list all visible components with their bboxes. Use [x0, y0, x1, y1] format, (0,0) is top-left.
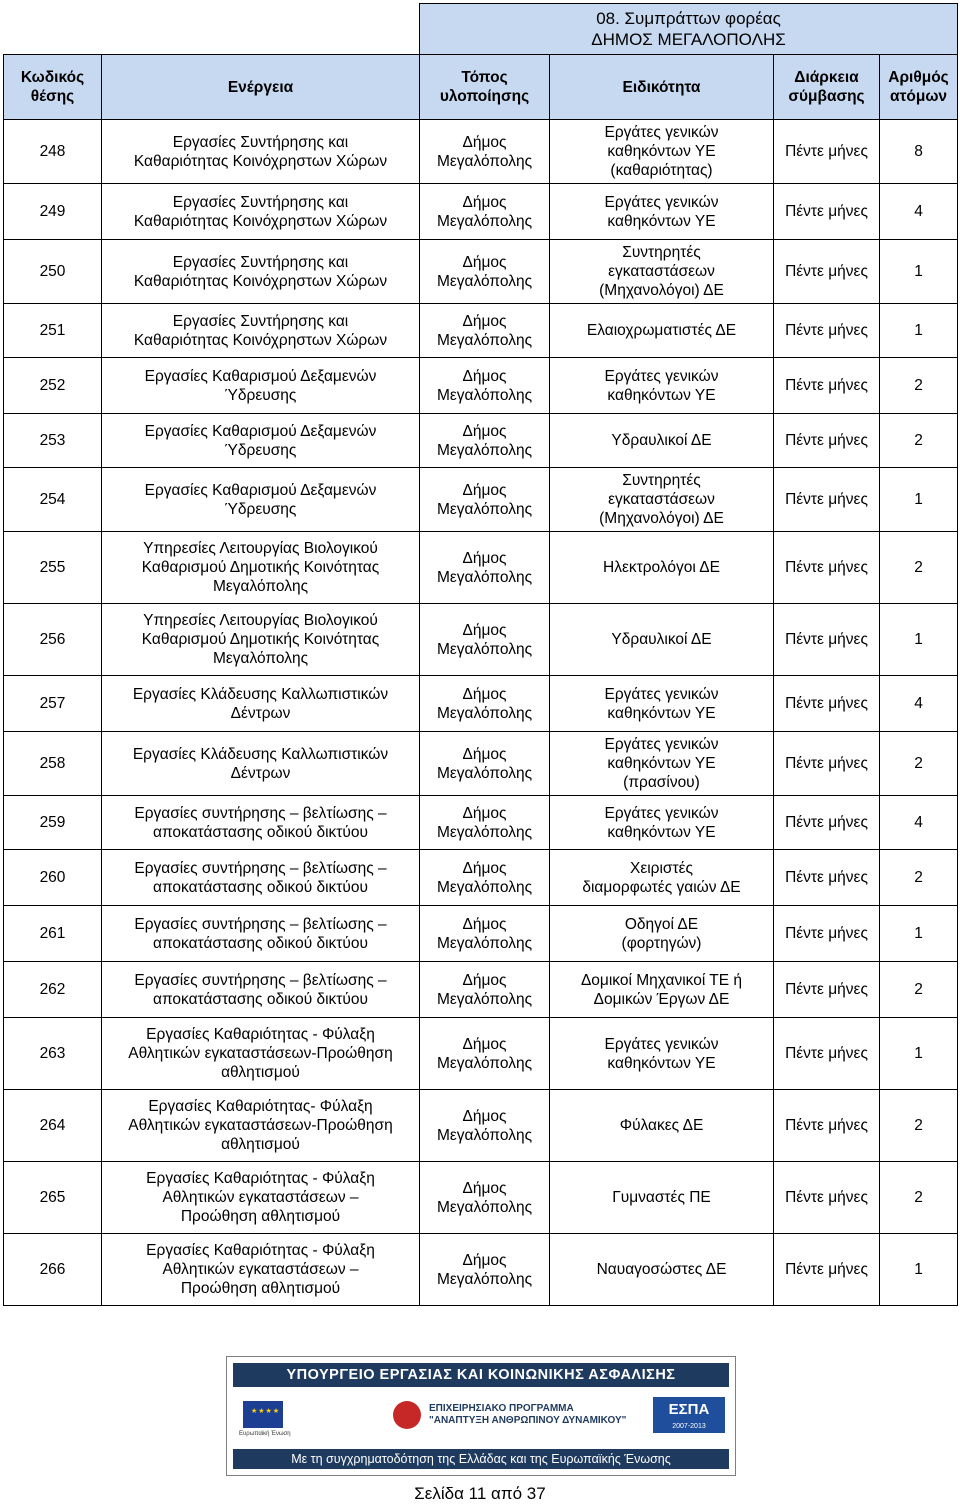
cell-activity: Εργασίες συντήρησης – βελτίωσης – αποκατάστασης οδικού δικτύου	[102, 906, 420, 962]
cell-code: 263	[4, 1018, 102, 1090]
cell-duration: Πέντε μήνες	[774, 732, 880, 796]
cell-persons: 4	[880, 676, 958, 732]
cell-persons: 1	[880, 1234, 958, 1306]
table-row	[4, 850, 958, 906]
cell-persons: 2	[880, 1162, 958, 1234]
cell-specialty: Εργάτες γενικών καθηκόντων ΥΕ	[550, 1018, 774, 1090]
cell-specialty: Γυμναστές ΠΕ	[550, 1162, 774, 1234]
cell-activity: Εργασίες Συντήρησης και Καθαριότητας Κοινόχρηστων Χώρων	[102, 120, 420, 184]
cell-code: 253	[4, 414, 102, 468]
cell-persons: 1	[880, 604, 958, 676]
cell-place: Δήμος Μεγαλόπολης	[420, 906, 550, 962]
cell-duration: Πέντε μήνες	[774, 304, 880, 358]
eu-label: Ευρωπαϊκή Ένωση	[239, 1431, 291, 1437]
cell-persons: 2	[880, 962, 958, 1018]
table-row	[4, 1090, 958, 1162]
cell-persons: 4	[880, 184, 958, 240]
cell-specialty: Εργάτες γενικών καθηκόντων ΥΕ (καθαριότητας)	[550, 120, 774, 184]
cell-activity: Εργασίες Καθαρισμού Δεξαμενών Ύδρευσης	[102, 468, 420, 532]
table-row	[4, 468, 958, 532]
cell-duration: Πέντε μήνες	[774, 796, 880, 850]
table-body	[4, 120, 958, 1306]
table-row	[4, 532, 958, 604]
cell-activity: Εργασίες Συντήρησης και Καθαριότητας Κοινόχρηστων Χώρων	[102, 240, 420, 304]
cell-persons: 1	[880, 468, 958, 532]
cell-persons: 2	[880, 414, 958, 468]
cell-activity: Εργασίες Κλάδευσης Καλλωπιστικών Δέντρων	[102, 732, 420, 796]
cell-activity: Εργασίες Καθαριότητας - Φύλαξη Αθλητικών εγκαταστάσεων – Προώθηση αθλητισμού	[102, 1162, 420, 1234]
cell-duration: Πέντε μήνες	[774, 414, 880, 468]
cell-specialty: Συντηρητές εγκαταστάσεων (Μηχανολόγοι) ΔΕ	[550, 240, 774, 304]
eu-flag-icon: ★★★★	[243, 1401, 283, 1428]
col-header-persons: Αριθμός ατόμων	[880, 55, 958, 120]
cell-duration: Πέντε μήνες	[774, 120, 880, 184]
table-row	[4, 120, 958, 184]
cell-specialty: Ελαιοχρωματιστές ΔΕ	[550, 304, 774, 358]
cell-activity: Εργασίες Καθαριότητας- Φύλαξη Αθλητικών εγκαταστάσεων-Προώθηση αθλητισμού	[102, 1090, 420, 1162]
cell-place: Δήμος Μεγαλόπολης	[420, 1018, 550, 1090]
table-row	[4, 1018, 958, 1090]
cell-activity: Εργασίες Κλάδευσης Καλλωπιστικών Δέντρων	[102, 676, 420, 732]
cell-duration: Πέντε μήνες	[774, 1090, 880, 1162]
blank-corner	[4, 4, 420, 55]
cell-activity: Εργασίες συντήρησης – βελτίωσης – αποκατάστασης οδικού δικτύου	[102, 796, 420, 850]
cell-specialty: Εργάτες γενικών καθηκόντων ΥΕ	[550, 184, 774, 240]
logos-strip	[233, 1387, 729, 1449]
cell-place: Δήμος Μεγαλόπολης	[420, 962, 550, 1018]
table-row	[4, 1234, 958, 1306]
cell-duration: Πέντε μήνες	[774, 604, 880, 676]
cell-place: Δήμος Μεγαλόπολης	[420, 184, 550, 240]
funding-banner	[226, 1356, 736, 1476]
cell-place: Δήμος Μεγαλόπολης	[420, 120, 550, 184]
col-header-code: Κωδικός θέσης	[4, 55, 102, 120]
cell-duration: Πέντε μήνες	[774, 962, 880, 1018]
cell-code: 265	[4, 1162, 102, 1234]
cell-place: Δήμος Μεγαλόπολης	[420, 468, 550, 532]
cell-activity: Εργασίες Συντήρησης και Καθαριότητας Κοινόχρηστων Χώρων	[102, 304, 420, 358]
cell-persons: 4	[880, 796, 958, 850]
cell-persons: 2	[880, 358, 958, 414]
cell-code: 249	[4, 184, 102, 240]
ministry-title: ΥΠΟΥΡΓΕΙΟ ΕΡΓΑΣΙΑΣ ΚΑΙ ΚΟΙΝΩΝΙΚΗΣ ΑΣΦΑΛΙΣΗΣ	[233, 1363, 729, 1387]
cell-specialty: Ναυαγοσώστες ΔΕ	[550, 1234, 774, 1306]
cell-place: Δήμος Μεγαλόπολης	[420, 604, 550, 676]
cell-persons: 2	[880, 1090, 958, 1162]
table-row	[4, 906, 958, 962]
table-row	[4, 604, 958, 676]
cell-persons: 1	[880, 304, 958, 358]
col-header-activity: Ενέργεια	[102, 55, 420, 120]
cell-code: 255	[4, 532, 102, 604]
cell-activity: Εργασίες συντήρησης – βελτίωσης – αποκατάστασης οδικού δικτύου	[102, 850, 420, 906]
cell-place: Δήμος Μεγαλόπολης	[420, 732, 550, 796]
title-line-1: 08. Συμπράττων φορέας	[596, 9, 781, 28]
page-number: Σελίδα 11 από 37	[414, 1484, 546, 1503]
cell-place: Δήμος Μεγαλόπολης	[420, 676, 550, 732]
cell-persons: 2	[880, 850, 958, 906]
table-row	[4, 1162, 958, 1234]
table-title	[420, 4, 958, 55]
cell-code: 260	[4, 850, 102, 906]
cell-persons: 2	[880, 732, 958, 796]
cell-code: 251	[4, 304, 102, 358]
title-line-2: ΔΗΜΟΣ ΜΕΓΑΛΟΠΟΛΗΣ	[591, 30, 786, 49]
cell-code: 256	[4, 604, 102, 676]
table-row	[4, 414, 958, 468]
cell-code: 250	[4, 240, 102, 304]
cell-persons: 1	[880, 240, 958, 304]
table-row	[4, 796, 958, 850]
cell-activity: Εργασίες Καθαρισμού Δεξαμενών Ύδρευσης	[102, 358, 420, 414]
cell-persons: 1	[880, 906, 958, 962]
cell-place: Δήμος Μεγαλόπολης	[420, 1234, 550, 1306]
table-row	[4, 184, 958, 240]
table-row	[4, 304, 958, 358]
cell-specialty: Εργάτες γενικών καθηκόντων ΥΕ	[550, 796, 774, 850]
cell-code: 261	[4, 906, 102, 962]
cell-duration: Πέντε μήνες	[774, 468, 880, 532]
cell-code: 258	[4, 732, 102, 796]
cell-code: 259	[4, 796, 102, 850]
program-logo-icon	[393, 1401, 421, 1429]
cell-specialty: Υδραυλικοί ΔΕ	[550, 604, 774, 676]
cell-code: 264	[4, 1090, 102, 1162]
cell-place: Δήμος Μεγαλόπολης	[420, 1090, 550, 1162]
cell-activity: Εργασίες Καθαριότητας - Φύλαξη Αθλητικών εγκαταστάσεων-Προώθηση αθλητισμού	[102, 1018, 420, 1090]
cell-code: 262	[4, 962, 102, 1018]
cell-code: 252	[4, 358, 102, 414]
cell-duration: Πέντε μήνες	[774, 532, 880, 604]
cell-specialty: Ηλεκτρολόγοι ΔΕ	[550, 532, 774, 604]
espa-logo: ΕΣΠΑ 2007-2013	[653, 1397, 725, 1433]
cell-duration: Πέντε μήνες	[774, 240, 880, 304]
cell-place: Δήμος Μεγαλόπολης	[420, 304, 550, 358]
cell-activity: Υπηρεσίες Λειτουργίας Βιολογικού Καθαρισμού Δημοτικής Κοινότητας Μεγαλόπολης	[102, 604, 420, 676]
table-row	[4, 358, 958, 414]
cell-persons: 2	[880, 532, 958, 604]
cell-specialty: Υδραυλικοί ΔΕ	[550, 414, 774, 468]
cell-activity: Υπηρεσίες Λειτουργίας Βιολογικού Καθαρισμού Δημοτικής Κοινότητας Μεγαλόπολης	[102, 532, 420, 604]
cell-duration: Πέντε μήνες	[774, 1162, 880, 1234]
cell-place: Δήμος Μεγαλόπολης	[420, 796, 550, 850]
cell-activity: Εργασίες συντήρησης – βελτίωσης – αποκατάστασης οδικού δικτύου	[102, 962, 420, 1018]
cell-code: 254	[4, 468, 102, 532]
cell-duration: Πέντε μήνες	[774, 184, 880, 240]
cell-code: 257	[4, 676, 102, 732]
cell-specialty: Εργάτες γενικών καθηκόντων ΥΕ	[550, 358, 774, 414]
cell-place: Δήμος Μεγαλόπολης	[420, 532, 550, 604]
cell-place: Δήμος Μεγαλόπολης	[420, 414, 550, 468]
cell-duration: Πέντε μήνες	[774, 850, 880, 906]
cell-code: 266	[4, 1234, 102, 1306]
cell-duration: Πέντε μήνες	[774, 906, 880, 962]
cofunding-slogan: Με τη συγχρηματοδότηση της Ελλάδας και της Ευρωπαϊκής Ένωσης	[233, 1449, 729, 1469]
program-name: ΕΠΙΧΕΙΡΗΣΙΑΚΟ ΠΡΟΓΡΑΜΜΑ "ΑΝΑΠΤΥΞΗ ΑΝΘΡΩΠΙΝΟΥ ΔΥΝΑΜΙΚΟΥ"	[429, 1403, 627, 1426]
cell-place: Δήμος Μεγαλόπολης	[420, 850, 550, 906]
cell-specialty: Δομικοί Μηχανικοί ΤΕ ή Δομικών Έργων ΔΕ	[550, 962, 774, 1018]
table-row	[4, 676, 958, 732]
cell-activity: Εργασίες Καθαρισμού Δεξαμενών Ύδρευσης	[102, 414, 420, 468]
cell-persons: 8	[880, 120, 958, 184]
cell-activity: Εργασίες Συντήρησης και Καθαριότητας Κοινόχρηστων Χώρων	[102, 184, 420, 240]
cell-duration: Πέντε μήνες	[774, 676, 880, 732]
cell-persons: 1	[880, 1018, 958, 1090]
positions-table	[3, 3, 958, 1306]
col-header-specialty: Ειδικότητα	[550, 55, 774, 120]
cell-duration: Πέντε μήνες	[774, 1234, 880, 1306]
cell-place: Δήμος Μεγαλόπολης	[420, 358, 550, 414]
col-header-duration: Διάρκεια σύμβασης	[774, 55, 880, 120]
cell-specialty: Συντηρητές εγκαταστάσεων (Μηχανολόγοι) ΔΕ	[550, 468, 774, 532]
table-row	[4, 962, 958, 1018]
cell-code: 248	[4, 120, 102, 184]
col-header-place: Τόπος υλοποίησης	[420, 55, 550, 120]
cell-specialty: Εργάτες γενικών καθηκόντων ΥΕ	[550, 676, 774, 732]
table-row	[4, 732, 958, 796]
cell-specialty: Χειριστές διαμορφωτές γαιών ΔΕ	[550, 850, 774, 906]
cell-place: Δήμος Μεγαλόπολης	[420, 240, 550, 304]
table-row	[4, 240, 958, 304]
cell-activity: Εργασίες Καθαριότητας - Φύλαξη Αθλητικών εγκαταστάσεων – Προώθηση αθλητισμού	[102, 1234, 420, 1306]
cell-specialty: Φύλακες ΔΕ	[550, 1090, 774, 1162]
cell-specialty: Οδηγοί ΔΕ (φορτηγών)	[550, 906, 774, 962]
cell-specialty: Εργάτες γενικών καθηκόντων ΥΕ (πρασίνου)	[550, 732, 774, 796]
cell-duration: Πέντε μήνες	[774, 358, 880, 414]
cell-place: Δήμος Μεγαλόπολης	[420, 1162, 550, 1234]
cell-duration: Πέντε μήνες	[774, 1018, 880, 1090]
